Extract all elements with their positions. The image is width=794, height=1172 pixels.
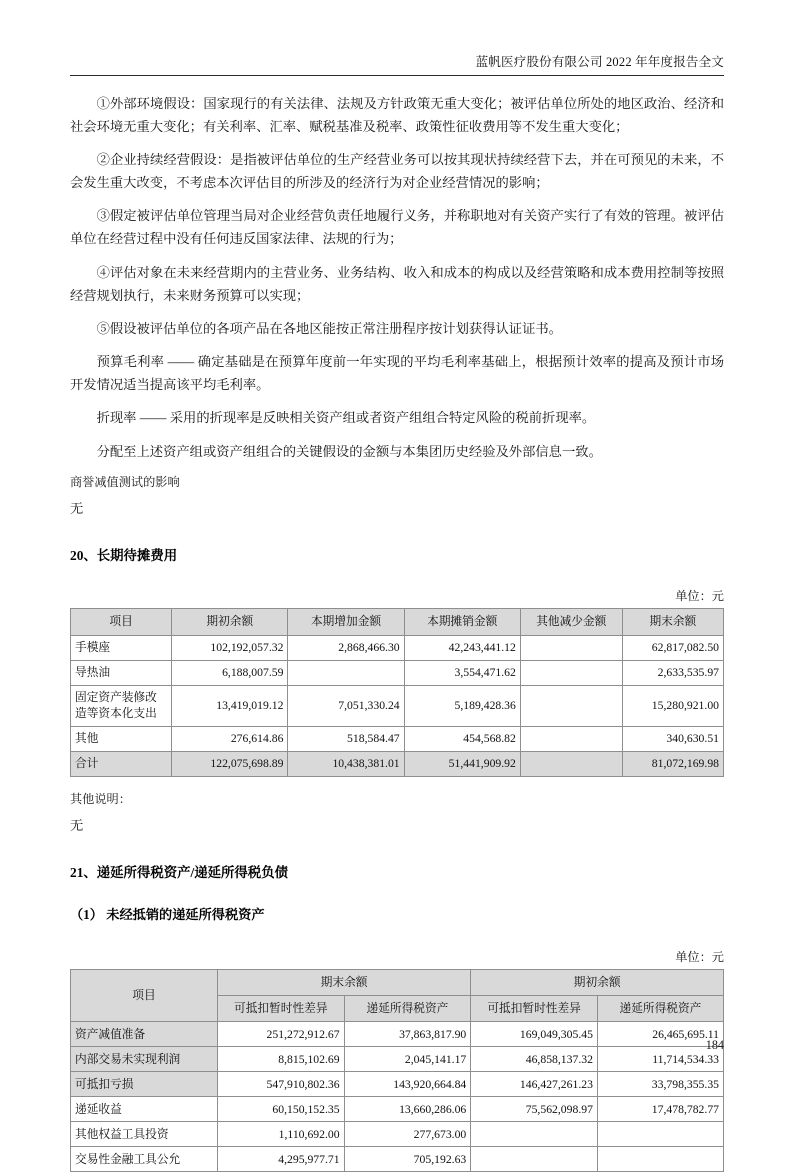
- col-header-item: 项目: [71, 970, 218, 1022]
- paragraph-allocation: 分配至上述资产组或资产组组合的关键假设的金额与本集团历史经验及外部信息一致。: [96, 443, 602, 459]
- table-row: [71, 1047, 724, 1072]
- table-row: [71, 685, 724, 726]
- cell-value: 7,051,330.24: [288, 685, 404, 726]
- row-label: 资产减值准备: [71, 1022, 218, 1047]
- row-label: 导热油: [71, 660, 172, 685]
- row-label: 交易性金融工具公允: [71, 1147, 218, 1172]
- row-label: 合计: [71, 751, 172, 776]
- col-header-deductible-temp-diff-opening: 可抵扣暂时性差异: [471, 996, 598, 1022]
- cell-value: 8,815,102.69: [217, 1047, 344, 1072]
- col-group-header-opening-balance: 期初余额: [471, 970, 724, 996]
- row-label: 递延收益: [71, 1097, 218, 1122]
- cell-value: 102,192,057.32: [172, 635, 288, 660]
- table-row: [71, 1072, 724, 1097]
- cell-value: 2,045,141.17: [344, 1047, 471, 1072]
- other-note-value: 无: [70, 818, 84, 834]
- cell-value: 340,630.51: [622, 726, 723, 751]
- cell-value: 10,438,381.01: [288, 751, 404, 776]
- cell-value: 276,614.86: [172, 726, 288, 751]
- cell-value: [520, 635, 622, 660]
- cell-value: 37,863,817.90: [344, 1022, 471, 1047]
- body-text-area: [70, 76, 724, 519]
- table-row: [71, 635, 724, 660]
- cell-value: [520, 660, 622, 685]
- cell-value: 13,419,019.12: [172, 685, 288, 726]
- cell-value: 51,441,909.92: [404, 751, 520, 776]
- cell-value: 454,568.82: [404, 726, 520, 751]
- cell-value: 11,714,534.33: [597, 1047, 723, 1072]
- paragraph-assumption-1: ①外部环境假设：国家现行的有关法律、法规及方针政策无重大变化；被评估单位所处的地区政治、经济和社会环境无重大变化；有关利率、汇率、赋税基准及税率、政策性征收费用等不发生重大变化；: [70, 96, 724, 134]
- cell-value: 46,858,137.32: [471, 1047, 598, 1072]
- cell-value: 6,188,007.59: [172, 660, 288, 685]
- row-label: 内部交易未实现利润: [71, 1047, 218, 1072]
- cell-value: [288, 660, 404, 685]
- goodwill-impairment-label: 商誉减值测试的影响: [70, 474, 180, 489]
- page-number: 184: [705, 1038, 724, 1052]
- cell-value: 705,192.63: [344, 1147, 471, 1172]
- cell-value: 13,660,286.06: [344, 1097, 471, 1122]
- paragraph-assumption-3: ③假定被评估单位管理当局对企业经营负责任地履行义务，并称职地对有关资产实行了有效的管理。被评估单位在经营过程中没有任何违反国家法律、法规的行为；: [70, 208, 724, 247]
- table-deferred-tax-assets: [70, 969, 724, 1172]
- table-row: [71, 1097, 724, 1122]
- cell-value: [520, 751, 622, 776]
- col-header-closing-balance: 期末余额: [622, 608, 723, 635]
- paragraph-assumption-5: ⑤假设被评估单位的各项产品在各地区能按正常注册程序按计划获得认证证书。: [96, 320, 562, 336]
- col-group-header-closing-balance: 期末余额: [217, 970, 470, 996]
- cell-value: 42,243,441.12: [404, 635, 520, 660]
- col-header-item: 项目: [71, 608, 172, 635]
- paragraph-budget-margin: 预算毛利率 —— 确定基础是在预算年度前一年实现的平均毛利率基础上，根据预计效率的提高及预计市场开发情况适当提高该平均毛利率。: [70, 354, 724, 393]
- row-label: 手模座: [71, 635, 172, 660]
- paragraph-assumption-4: ④评估对象在未来经营期内的主营业务、业务结构、收入和成本的构成以及经营策略和成本费用控制等按照经营规划执行，未来财务预算可以实现；: [70, 264, 724, 303]
- cell-value: 518,584.47: [288, 726, 404, 751]
- cell-value: 26,465,695.11: [597, 1022, 723, 1047]
- page-content: [70, 0, 724, 1172]
- table-row: [71, 1022, 724, 1047]
- table-row-total: [71, 751, 724, 776]
- col-header-other-decrease: 其他减少金额: [520, 608, 622, 635]
- cell-value: [471, 1147, 598, 1172]
- section-heading-21: 21、递延所得税资产/递延所得税负债: [70, 865, 288, 881]
- row-label: 其他权益工具投资: [71, 1122, 218, 1147]
- cell-value: [471, 1122, 598, 1147]
- cell-value: 251,272,912.67: [217, 1022, 344, 1047]
- cell-value: 17,478,782.77: [597, 1097, 723, 1122]
- running-title: 蓝帆医疗股份有限公司 2022 年年度报告全文: [475, 55, 724, 69]
- cell-value: 143,920,664.84: [344, 1072, 471, 1097]
- paragraph-discount-rate: 折现率 —— 采用的折现率是反映相关资产组或者资产组组合特定风险的税前折现率。: [96, 410, 596, 426]
- table-header-row-group: [71, 970, 724, 996]
- cell-value: 15,280,921.00: [622, 685, 723, 726]
- col-header-deferred-tax-asset-closing: 递延所得税资产: [344, 996, 471, 1022]
- cell-value: 2,868,466.30: [288, 635, 404, 660]
- col-header-opening-balance: 期初余额: [172, 608, 288, 635]
- table-row: [71, 1147, 724, 1172]
- cell-value: 1,110,692.00: [217, 1122, 344, 1147]
- cell-value: [520, 726, 622, 751]
- col-header-amortization: 本期摊销金额: [404, 608, 520, 635]
- table-row: [71, 660, 724, 685]
- cell-value: [597, 1147, 723, 1172]
- cell-value: 146,427,261.23: [471, 1072, 598, 1097]
- cell-value: 5,189,428.36: [404, 685, 520, 726]
- cell-value: 33,798,355.35: [597, 1072, 723, 1097]
- col-header-additions: 本期增加金额: [288, 608, 404, 635]
- cell-value: [597, 1122, 723, 1147]
- cell-value: 277,673.00: [344, 1122, 471, 1147]
- cell-value: 62,817,082.50: [622, 635, 723, 660]
- table-row: [71, 1122, 724, 1147]
- table-row: [71, 726, 724, 751]
- other-note-label: 其他说明：: [70, 791, 131, 806]
- cell-value: 2,633,535.97: [622, 660, 723, 685]
- cell-value: 75,562,098.97: [471, 1097, 598, 1122]
- row-label: 其他: [71, 726, 172, 751]
- row-label: 固定资产装修改造等资本化支出: [71, 685, 172, 726]
- document-running-header: [70, 0, 724, 70]
- table-long-term-deferred-expenses: [70, 608, 724, 777]
- cell-value: 60,150,152.35: [217, 1097, 344, 1122]
- col-header-deductible-temp-diff-closing: 可抵扣暂时性差异: [217, 996, 344, 1022]
- cell-value: 81,072,169.98: [622, 751, 723, 776]
- unit-label-table-21: 单位：元: [675, 950, 724, 965]
- row-label: 可抵扣亏损: [71, 1072, 218, 1097]
- cell-value: 122,075,698.89: [172, 751, 288, 776]
- paragraph-assumption-2: ②企业持续经营假设：是指被评估单位的生产经营业务可以按其现状持续经营下去，并在可预见的未来，不会发生重大改变，不考虑本次评估目的所涉及的经济行为对企业经营情况的影响；: [70, 152, 724, 191]
- cell-value: 3,554,471.62: [404, 660, 520, 685]
- cell-value: [520, 685, 622, 726]
- cell-value: 169,049,305.45: [471, 1022, 598, 1047]
- section-heading-20: 20、长期待摊费用: [70, 548, 178, 564]
- subsection-heading-21-1: （1） 未经抵销的递延所得税资产: [70, 907, 265, 923]
- cell-value: 547,910,802.36: [217, 1072, 344, 1097]
- col-header-deferred-tax-asset-opening: 递延所得税资产: [597, 996, 723, 1022]
- table-header-row: [71, 608, 724, 635]
- unit-label-table-20: 单位：元: [675, 588, 724, 603]
- goodwill-impairment-value: 无: [70, 501, 84, 517]
- cell-value: 4,295,977.71: [217, 1147, 344, 1172]
